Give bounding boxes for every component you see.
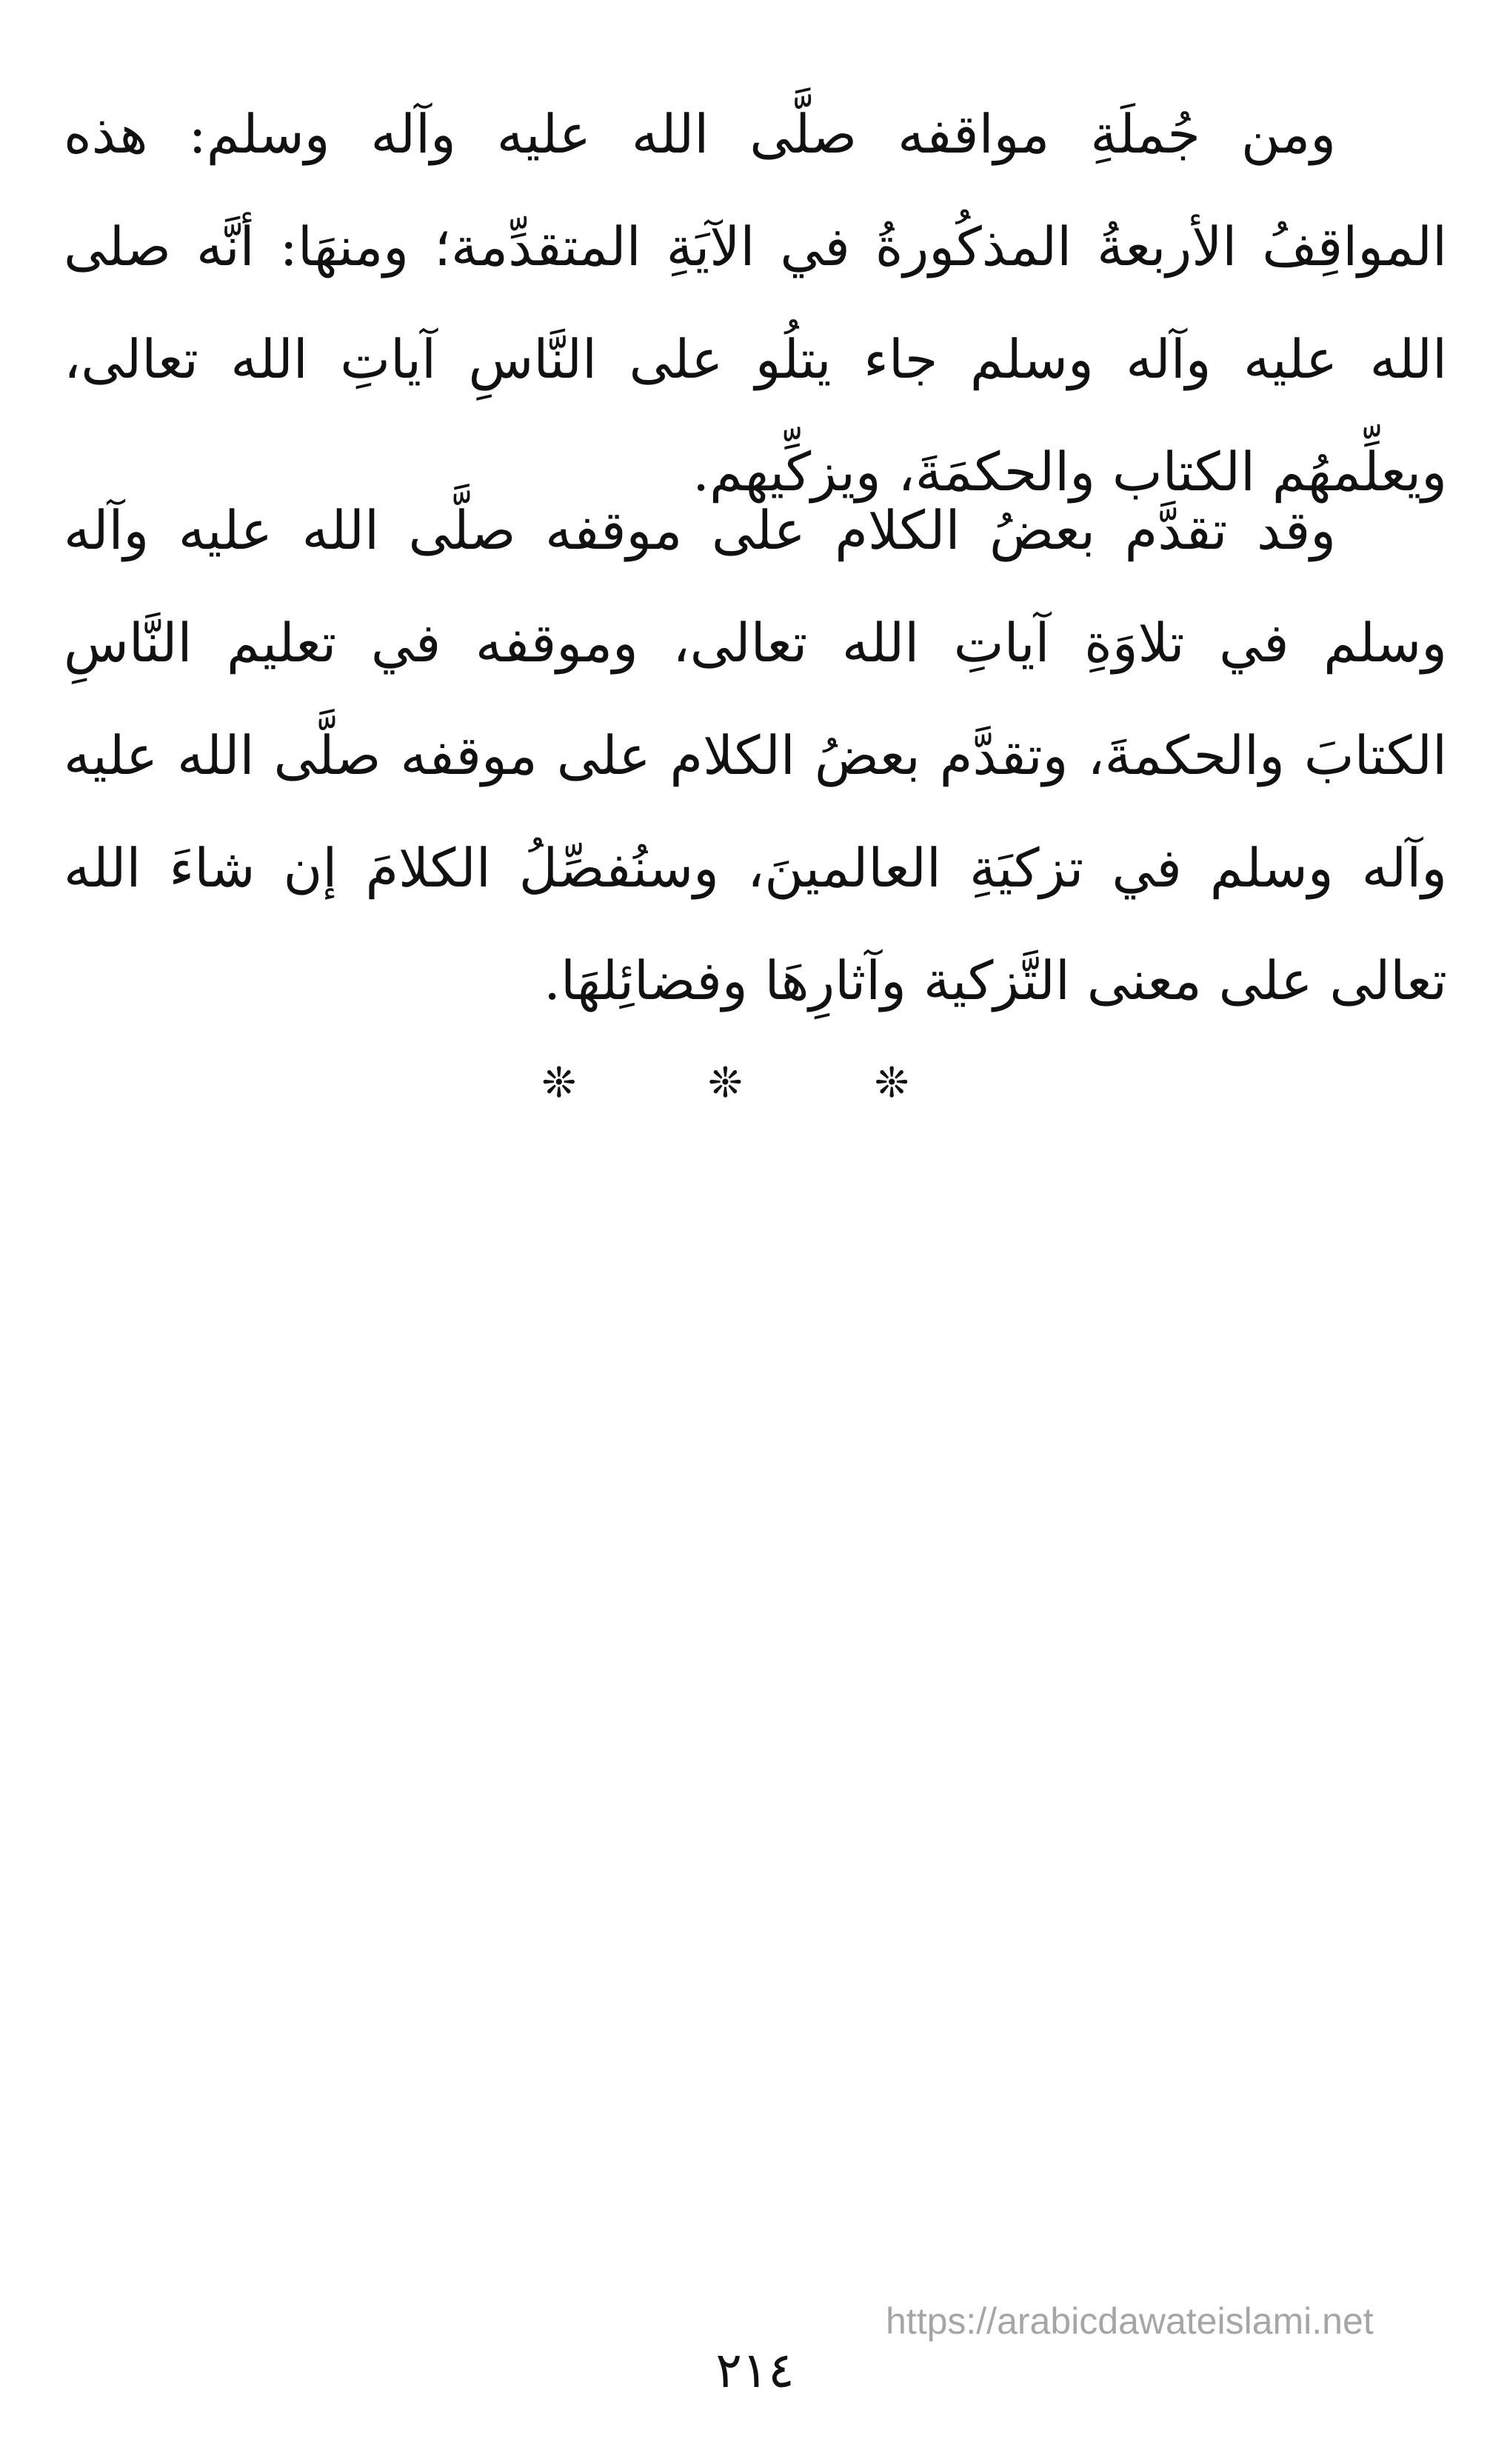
paragraph-2-text: وقد تقدَّم بعضُ الكلام على موقفه صلَّى الله عليه وآله وسلم في تلاوَةِ آياتِ الله تعالى، وموقفه في تعليم النَّاسِ الكتابَ والحكمةَ، وتقدَّم بعضُ الكلام على موقفه صلَّى الله عليه وآله وسلم في تزكيَةِ العالمينَ، وسنُفصِّلُ الكلامَ إن شاءَ الله تعالى على معنى التَّزكية وآثارِهَا وفضائِلهَا.: [64, 499, 1447, 1012]
paragraph-1: [64, 78, 1447, 528]
page-number: ٢١٤: [715, 2342, 795, 2399]
watermark-url: https://arabicdawateislami.net: [886, 2300, 1374, 2342]
paragraph-1-text: ومن جُملَةِ مواقفه صلَّى الله عليه وآله وسلم: هذه المواقِفُ الأربعةُ المذكُورةُ في الآيَةِ المتقدِّمة؛ ومنهَا: أنَّه صلى الله عليه وآله وسلم جاء يتلُو على النَّاسِ آياتِ الله تعالى، ويعلِّمهُم الكتاب والحكمَةَ، ويزكِّيهم.: [64, 103, 1447, 503]
paragraph-2: [64, 474, 1447, 1037]
section-divider-ornament: ❊ ❊ ❊: [541, 1059, 969, 1107]
